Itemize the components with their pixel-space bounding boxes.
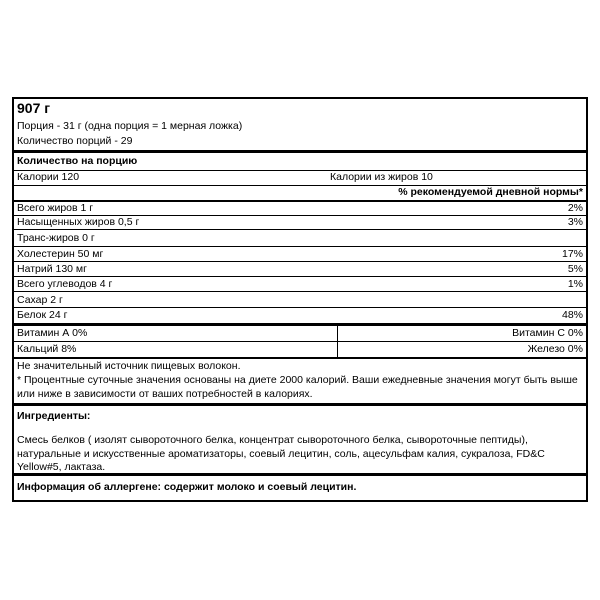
- allergen-info: Информация об аллергене: содержит молоко и соевый лецитин.: [17, 481, 357, 493]
- servings-per-container: Количество порций - 29: [17, 135, 133, 147]
- calories: Калории 120: [17, 171, 80, 183]
- daily-value-header: % рекомендуемой дневной нормы*: [398, 186, 583, 198]
- divider-thick: [14, 473, 586, 476]
- nutrient-name: Натрий 130 мг: [17, 263, 87, 275]
- nutrient-row: [14, 263, 586, 276]
- vitamin-column-divider: [337, 326, 338, 357]
- vitamin-right: Железо 0%: [527, 343, 583, 355]
- amount-per-serving: Количество на порцию: [17, 155, 138, 167]
- package-weight: 907 г: [17, 100, 51, 116]
- calories-from-fat: Калории из жиров 10: [330, 171, 433, 183]
- vitamin-row: [14, 343, 586, 356]
- ingredients-text: Смесь белков ( изолят сывороточного белка, концентрат сывороточного белка, сывороточные пептиды), натуральные и искусственные ароматизаторы, соевый лецитин, соль, ацесульфам калия, сукралоза, FD&C Yellow#5, лактаза.: [17, 434, 545, 473]
- nutrient-row: [14, 216, 586, 229]
- nutrient-pct: 3%: [567, 216, 583, 228]
- divider: [14, 276, 586, 277]
- vitamin-right: Витамин С 0%: [512, 327, 583, 339]
- divider-thick: [14, 323, 586, 326]
- nutrient-row: [14, 232, 586, 245]
- nutrient-name: Всего жиров 1 г: [17, 202, 94, 214]
- nutrient-pct: 2%: [567, 202, 583, 214]
- daily-value-footnote: * Процентные суточные значения основаны на диете 2000 калорий. Ваши ежедневные значения могут быть выше или ниже в зависимости от ваших потребностей в калориях.: [17, 374, 578, 400]
- vitamin-left: Кальций 8%: [17, 343, 77, 355]
- ingredients-title: Ингредиенты:: [17, 410, 91, 422]
- nutrient-name: Холестерин 50 мг: [17, 248, 104, 260]
- serving-size: Порция - 31 г (одна порция = 1 мерная ложка): [17, 120, 243, 132]
- nutrient-row: [14, 202, 586, 215]
- divider-medium: [14, 357, 586, 359]
- divider: [14, 229, 586, 230]
- divider-thick: [14, 150, 586, 153]
- divider: [14, 291, 586, 292]
- fiber-note: Не значительный источник пищевых волокон.: [17, 360, 241, 372]
- nutrient-row: [14, 309, 586, 322]
- nutrient-name: Насыщенных жиров 0,5 г: [17, 216, 140, 228]
- divider: [14, 246, 586, 247]
- nutrient-row: [14, 248, 586, 261]
- divider: [14, 341, 586, 342]
- nutrient-pct: 1%: [567, 278, 583, 290]
- vitamin-left: Витамин А 0%: [17, 327, 88, 339]
- nutrition-facts-panel: [12, 97, 588, 502]
- nutrient-pct: 48%: [561, 309, 583, 321]
- nutrient-pct: 5%: [567, 263, 583, 275]
- nutrient-name: Белок 24 г: [17, 309, 68, 321]
- vitamin-row: [14, 327, 586, 340]
- nutrient-name: Всего углеводов 4 г: [17, 278, 113, 290]
- calories-row: [14, 171, 586, 184]
- nutrient-row: [14, 278, 586, 291]
- divider-thick: [14, 403, 586, 406]
- divider: [14, 261, 586, 262]
- nutrient-pct: 17%: [561, 248, 583, 260]
- divider: [14, 307, 586, 308]
- nutrient-row: [14, 294, 586, 307]
- nutrient-name: Сахар 2 г: [17, 294, 63, 306]
- nutrient-name: Транс-жиров 0 г: [17, 232, 95, 244]
